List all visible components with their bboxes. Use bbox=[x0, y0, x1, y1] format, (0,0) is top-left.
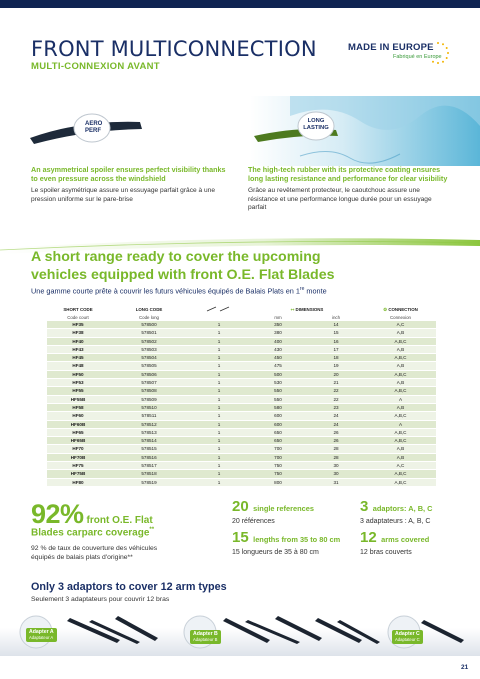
table-cell: 578506 bbox=[109, 370, 189, 378]
table-cell: 578501 bbox=[109, 329, 189, 337]
table-cell: 23 bbox=[307, 403, 365, 411]
table-row bbox=[47, 395, 436, 403]
table-cell: 578504 bbox=[109, 354, 189, 362]
page-number: 21 bbox=[461, 664, 469, 671]
adapter-a-label: Adapter A bbox=[29, 629, 54, 635]
table-cell: A,B bbox=[365, 403, 436, 411]
table-cell: A,B bbox=[365, 453, 436, 461]
table-cell: 1 bbox=[189, 337, 249, 345]
table-cell: HF53 bbox=[47, 379, 109, 387]
lengths-number: 15 bbox=[232, 529, 249, 546]
table-cell: A,B,C bbox=[365, 387, 436, 395]
table-cell: 1 bbox=[189, 329, 249, 337]
table-cell: 1 bbox=[189, 354, 249, 362]
table-cell: 475 bbox=[249, 362, 307, 370]
badge-main-text: MADE IN EUROPE bbox=[348, 42, 434, 53]
table-cell: A,B,C bbox=[365, 354, 436, 362]
coverage-fr bbox=[31, 544, 157, 562]
sub-qty bbox=[189, 314, 249, 321]
table-cell: HF60 bbox=[47, 412, 109, 420]
table-cell: A,B,C bbox=[365, 437, 436, 445]
table-header-row bbox=[47, 305, 436, 314]
table-row bbox=[47, 379, 436, 387]
table-cell: 578512 bbox=[109, 420, 189, 428]
table-cell: 578510 bbox=[109, 403, 189, 411]
table-row bbox=[47, 354, 436, 362]
table-cell: 18 bbox=[307, 354, 365, 362]
table-cell: HF40 bbox=[47, 337, 109, 345]
table-cell: 600 bbox=[249, 420, 307, 428]
table-cell: 26 bbox=[307, 428, 365, 436]
aero-perf-logo bbox=[85, 121, 101, 134]
table-cell: 1 bbox=[189, 437, 249, 445]
table-cell: HF60B bbox=[47, 420, 109, 428]
table-cell: 24 bbox=[307, 412, 365, 420]
table-cell: HF75 bbox=[47, 462, 109, 470]
adapter-c-sub: Adaptateur C bbox=[395, 637, 420, 642]
table-cell: 578507 bbox=[109, 379, 189, 387]
range-subheading bbox=[31, 286, 327, 295]
table-cell: 650 bbox=[249, 428, 307, 436]
table-cell: 1 bbox=[189, 403, 249, 411]
table-cell: 31 bbox=[307, 478, 365, 486]
table-cell: 578518 bbox=[109, 470, 189, 478]
table-cell: 578511 bbox=[109, 412, 189, 420]
coverage-pct: 92% bbox=[31, 499, 84, 529]
col-connection bbox=[365, 305, 436, 314]
page-subtitle: MULTI-CONNEXION AVANT bbox=[31, 61, 160, 72]
table-cell: 578509 bbox=[109, 395, 189, 403]
table-cell: 1 bbox=[189, 387, 249, 395]
table-cell: 600 bbox=[249, 412, 307, 420]
table-cell: A,B,C bbox=[365, 370, 436, 378]
table-cell: 578513 bbox=[109, 428, 189, 436]
table-cell: 1 bbox=[189, 428, 249, 436]
feature-long bbox=[248, 165, 448, 213]
table-cell: 14 bbox=[307, 321, 365, 329]
adaptors-stat bbox=[360, 498, 432, 525]
table-cell: 400 bbox=[249, 337, 307, 345]
adapter-c-tag bbox=[392, 630, 423, 644]
table-cell: HF45 bbox=[47, 354, 109, 362]
arms-label: arms covered bbox=[381, 535, 430, 544]
table-cell: 15 bbox=[307, 329, 365, 337]
col-dimensions bbox=[249, 305, 365, 314]
range-heading-line1: A short range ready to cover the upcoming bbox=[31, 249, 321, 265]
table-row bbox=[47, 321, 436, 329]
table-cell: HF55 bbox=[47, 387, 109, 395]
table-row bbox=[47, 370, 436, 378]
table-cell: HF70B bbox=[47, 453, 109, 461]
adapter-a-tag bbox=[26, 628, 57, 642]
coverage-fr-line2: équipés de balais plats d'origine** bbox=[31, 554, 133, 562]
adaptors-fr: 3 adaptateurs : A, B, C bbox=[360, 518, 431, 525]
table-body bbox=[47, 321, 436, 486]
table-cell: 550 bbox=[249, 395, 307, 403]
aero-line2: PERF bbox=[85, 127, 102, 134]
table-cell: 1 bbox=[189, 445, 249, 453]
table-cell: 1 bbox=[189, 362, 249, 370]
adapter-b-sub: Adaptateur B bbox=[193, 637, 218, 642]
table-cell: 28 bbox=[307, 453, 365, 461]
table-row bbox=[47, 428, 436, 436]
table-cell: 578505 bbox=[109, 362, 189, 370]
table-cell: HF80 bbox=[47, 478, 109, 486]
adapter-a-sub: Adaptateur A bbox=[29, 635, 54, 640]
table-cell: 1 bbox=[189, 321, 249, 329]
page-title: FRONT MULTICONNECTION bbox=[31, 37, 317, 61]
table-cell: 650 bbox=[249, 437, 307, 445]
feature-long-heading: The high-tech rubber with its protective coating ensures long lasting resistance and performance for clear visibility bbox=[248, 165, 448, 183]
table-row bbox=[47, 478, 436, 486]
adapter-b-label: Adapter B bbox=[193, 631, 218, 637]
refs-label: single references bbox=[253, 504, 314, 513]
product-table bbox=[47, 305, 436, 487]
table-cell: A,B bbox=[365, 379, 436, 387]
table-cell: 1 bbox=[189, 453, 249, 461]
table-cell: 1 bbox=[189, 462, 249, 470]
long-line1: LONG bbox=[307, 118, 325, 124]
sub-short-code: Code court bbox=[67, 315, 89, 320]
table-cell: 21 bbox=[307, 379, 365, 387]
aero-line1: AERO bbox=[85, 121, 103, 127]
table-cell: A bbox=[365, 420, 436, 428]
table-cell: 530 bbox=[249, 379, 307, 387]
arms-number: 12 bbox=[360, 529, 377, 546]
long-line2: LASTING bbox=[303, 124, 329, 131]
table-cell: 450 bbox=[249, 354, 307, 362]
col-qty bbox=[189, 305, 249, 314]
table-cell: 1 bbox=[189, 379, 249, 387]
table-cell: 20 bbox=[307, 370, 365, 378]
lengths-fr: 15 longueurs de 35 à 80 cm bbox=[232, 549, 319, 556]
table-cell: A,B,C bbox=[365, 470, 436, 478]
table-cell: 700 bbox=[249, 453, 307, 461]
col-connection-label: CONNECTION bbox=[388, 306, 418, 312]
table-cell: 578508 bbox=[109, 387, 189, 395]
table-cell: 30 bbox=[307, 462, 365, 470]
table-cell: 800 bbox=[249, 478, 307, 486]
table-cell: 1 bbox=[189, 420, 249, 428]
table-cell: 578503 bbox=[109, 345, 189, 353]
lengths-stat bbox=[232, 529, 340, 556]
table-cell: A,B,C bbox=[365, 428, 436, 436]
table-cell: 578516 bbox=[109, 453, 189, 461]
table-cell: 30 bbox=[307, 470, 365, 478]
coverage-stat bbox=[31, 499, 157, 562]
table-cell: 578515 bbox=[109, 445, 189, 453]
feature-aero-heading: An asymmetrical spoiler ensures perfect visibility thanks to even pressure across the windshield bbox=[31, 165, 226, 183]
sub-inch: inch bbox=[331, 315, 341, 320]
table-cell: HF35 bbox=[47, 321, 109, 329]
refs-stat bbox=[232, 498, 314, 525]
sub-mm: mm bbox=[274, 315, 282, 320]
coverage-mark: ** bbox=[149, 527, 155, 533]
table-cell: 578500 bbox=[109, 321, 189, 329]
table-row bbox=[47, 420, 436, 428]
table-row bbox=[47, 445, 436, 453]
table-cell: 380 bbox=[249, 329, 307, 337]
table-cell: A,B bbox=[365, 362, 436, 370]
table-cell: 430 bbox=[249, 345, 307, 353]
adaptors-heading: Only 3 adaptors to cover 12 arm types bbox=[31, 581, 227, 593]
table-cell: HF58 bbox=[47, 403, 109, 411]
range-heading bbox=[31, 248, 451, 284]
blade-qty-icon bbox=[206, 306, 232, 312]
connection-icon: ⚙ bbox=[383, 306, 389, 312]
table-cell: HF38 bbox=[47, 329, 109, 337]
coverage-label: front O.E. Flat bbox=[86, 515, 153, 526]
badge-sub-text: Fabriqué en Europe bbox=[393, 54, 442, 60]
table-row bbox=[47, 437, 436, 445]
table-cell: 16 bbox=[307, 337, 365, 345]
ruler-icon: ⇿ bbox=[290, 306, 296, 312]
feature-aero bbox=[31, 165, 231, 204]
table-row bbox=[47, 462, 436, 470]
table-cell: HF65B bbox=[47, 437, 109, 445]
range-heading-line2: vehicles equipped with front O.E. Flat Blades bbox=[31, 267, 335, 283]
sub-long-code: Code long bbox=[138, 315, 160, 320]
table-row bbox=[47, 362, 436, 370]
eu-stars-icon bbox=[425, 40, 451, 66]
table-cell: 1 bbox=[189, 412, 249, 420]
table-cell: 578519 bbox=[109, 478, 189, 486]
sub-connection: Connexion bbox=[390, 315, 411, 320]
table-cell: 578502 bbox=[109, 337, 189, 345]
table-cell: 28 bbox=[307, 445, 365, 453]
table-cell: A,C bbox=[365, 462, 436, 470]
table-cell: A bbox=[365, 395, 436, 403]
col-short-code: SHORT CODE bbox=[63, 307, 93, 312]
table-cell: HF55B bbox=[47, 395, 109, 403]
arms-fr: 12 bras couverts bbox=[360, 549, 412, 556]
table-cell: A,B bbox=[365, 445, 436, 453]
table-cell: A,B bbox=[365, 329, 436, 337]
adaptors-label: adaptors: A, B, C bbox=[372, 504, 433, 513]
table-row bbox=[47, 337, 436, 345]
arms-stat bbox=[360, 529, 429, 556]
table-row bbox=[47, 403, 436, 411]
adaptors-subheading: Seulement 3 adaptateurs pour couvrir 12 bras bbox=[31, 596, 170, 603]
refs-number: 20 bbox=[232, 498, 249, 515]
table-cell: 580 bbox=[249, 403, 307, 411]
table-cell: 578517 bbox=[109, 462, 189, 470]
feature-aero-text: Le spoiler asymétrique assure un essuyage parfait grâce à une pression uniforme sur le pare-brise bbox=[31, 187, 216, 203]
table-row bbox=[47, 453, 436, 461]
table-cell: HF70 bbox=[47, 445, 109, 453]
table-cell: 700 bbox=[249, 445, 307, 453]
table-cell: A,B bbox=[365, 345, 436, 353]
table-cell: A,B,C bbox=[365, 412, 436, 420]
table-cell: 22 bbox=[307, 395, 365, 403]
table-subheader-row bbox=[47, 314, 436, 321]
table-cell: HF48 bbox=[47, 362, 109, 370]
table-cell: HF50 bbox=[47, 370, 109, 378]
table-cell: A,B,C bbox=[365, 337, 436, 345]
top-bar bbox=[0, 0, 480, 8]
col-long-code: LONG CODE bbox=[135, 307, 163, 312]
table-cell: 578514 bbox=[109, 437, 189, 445]
table-cell: 350 bbox=[249, 321, 307, 329]
table-row bbox=[47, 470, 436, 478]
adaptors-number: 3 bbox=[360, 498, 369, 515]
adapter-b-tag bbox=[190, 630, 221, 644]
table-row bbox=[47, 329, 436, 337]
table-cell: 750 bbox=[249, 462, 307, 470]
feature-long-text: Grâce au revêtement protecteur, le caoutchouc assure une résistance et une performance longue durée pour un essuyage parfait bbox=[248, 187, 432, 211]
range-sub-sup: re bbox=[299, 286, 305, 292]
table-cell: 26 bbox=[307, 437, 365, 445]
table-cell: 19 bbox=[307, 362, 365, 370]
table-row bbox=[47, 345, 436, 353]
table-cell: 22 bbox=[307, 387, 365, 395]
lengths-label: lengths from 35 to 80 cm bbox=[253, 535, 341, 544]
table-cell: 1 bbox=[189, 370, 249, 378]
table-cell: HF75B bbox=[47, 470, 109, 478]
table-cell: A,B,C bbox=[365, 478, 436, 486]
table-cell: 17 bbox=[307, 345, 365, 353]
adapter-c-label: Adapter C bbox=[395, 631, 420, 637]
refs-fr: 20 références bbox=[232, 518, 275, 525]
table-cell: A,C bbox=[365, 321, 436, 329]
table-row bbox=[47, 412, 436, 420]
table-cell: 1 bbox=[189, 470, 249, 478]
table-cell: 1 bbox=[189, 478, 249, 486]
table-cell: 500 bbox=[249, 370, 307, 378]
col-dimensions-label: DIMENSIONS bbox=[295, 306, 324, 312]
table-cell: 750 bbox=[249, 470, 307, 478]
range-sub-a: Une gamme courte prête à couvrir les futurs véhicules équipés de Balais Plats en 1 bbox=[31, 286, 300, 296]
range-sub-b: monte bbox=[304, 286, 327, 296]
table-cell: 550 bbox=[249, 387, 307, 395]
table-cell: HF43 bbox=[47, 345, 109, 353]
table-cell: 24 bbox=[307, 420, 365, 428]
table-cell: 1 bbox=[189, 395, 249, 403]
table-cell: 1 bbox=[189, 345, 249, 353]
coverage-fr-line1: 92 % de taux de couverture des véhicules bbox=[31, 545, 158, 553]
long-lasting-logo bbox=[302, 118, 330, 131]
table-row bbox=[47, 387, 436, 395]
table-cell: HF65 bbox=[47, 428, 109, 436]
coverage-label-2: Blades carparc coverage** bbox=[31, 527, 155, 539]
